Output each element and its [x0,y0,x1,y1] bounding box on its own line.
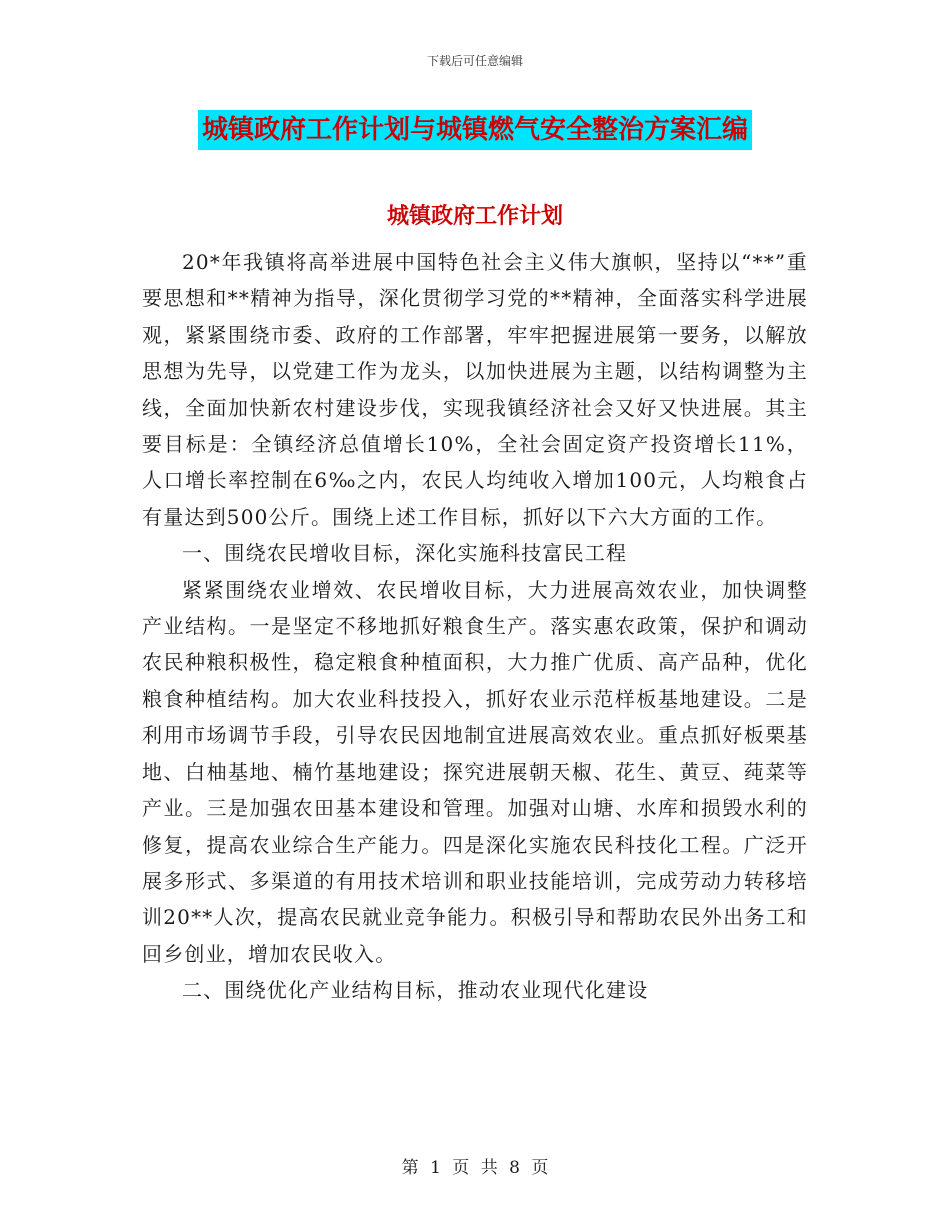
document-body [142,244,808,1009]
heading-paragraph: 二、围绕优化产业结构目标，推动农业现代化建设 [182,978,649,1003]
section-title: 城镇政府工作计划 [386,204,563,229]
document-title: 城镇政府工作计划与城镇燃气安全整治方案汇编 [198,110,752,150]
page-footer: 第 1 页 共 8 页 [401,1158,549,1178]
paragraph: 紧紧围绕农业增效、农民增收目标，大力进展高效农业，加快调整产业结构。一是坚定不移地抓好粮食生产。落实惠农政策，保护和调动农民种粮积极性，稳定粮食种植面积，大力推广优质、高产品种，优化粮食种植结构。加大农业科技投入，抓好农业示范样板基地建设。二是利用市场调节手段，引导农民因地制宜进展高效农业。重点抓好板栗基地、白柚基地、楠竹基地建设；探究进展朝天椒、花生、黄豆、莼菜等产业。三是加强农田基本建设和管理。加强对山塘、水库和损毁水利的修复，提高农业综合生产能力。四是深化实施农民科技化工程。广泛开展多形式、多渠道的有用技术培训和职业技能培训，完成劳动力转移培训20**人次，提高农民就业竞争能力。积极引导和帮助农民外出务工和回乡创业，增加农民收入。 [142,577,808,966]
header-note: 下载后可任意编辑 [426,54,523,68]
paragraph: 20*年我镇将高举进展中国特色社会主义伟大旗帜，坚持以“**”重要思想和**精神为指导，深化贯彻学习党的**精神，全面落实科学进展观，紧紧围绕市委、政府的工作部署，牢牢把握进展第一要务，以解放思想为先导，以党建工作为龙头，以加快进展为主题，以结构调整为主线，全面加快新农村建设步伐，实现我镇经济社会又好又快进展。其主要目标是：全镇经济总值增长10%，全社会固定资产投资增长11%，人口增长率控制在6‰之内，农民人均纯收入增加100元，人均粮食占有量达到500公斤。围绕上述工作目标，抓好以下六大方面的工作。 [142,250,808,529]
main-title-wrap [0,110,950,150]
heading-paragraph: 一、围绕农民增收目标，深化实施科技富民工程 [182,541,628,566]
